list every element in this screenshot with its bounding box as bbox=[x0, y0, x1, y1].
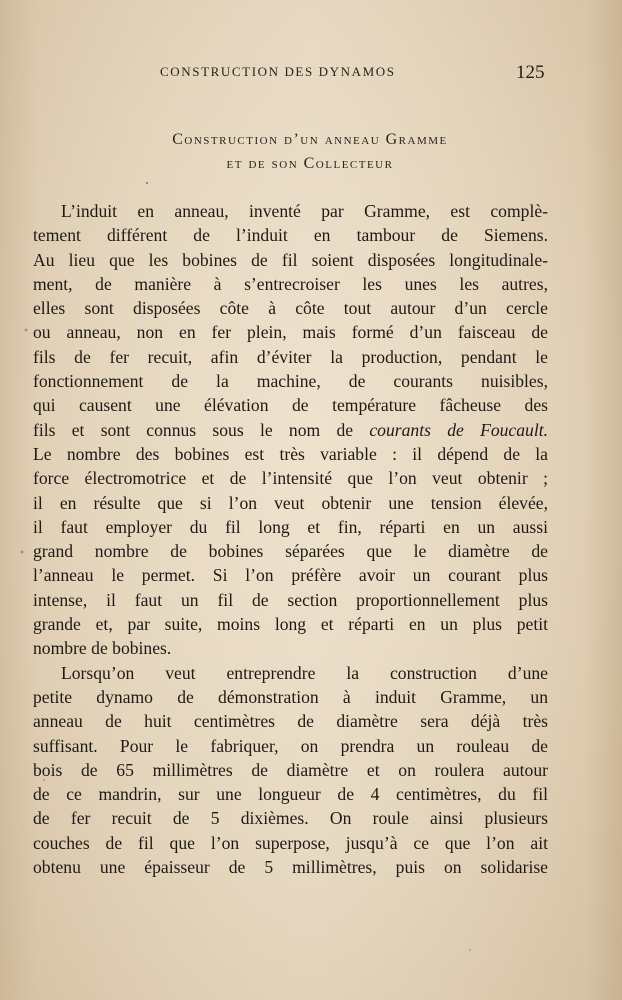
text-line: Lorsqu’on veut entreprendre la construction d’une bbox=[61, 662, 548, 683]
text-line: ment, de manière à s’entrecroiser les unes les autres, bbox=[33, 273, 548, 294]
text-line: Au lieu que les bobines de fil soient disposées longitudinale- bbox=[33, 249, 548, 270]
text-line: elles sont disposées côte à côte tout autour d’un cercle bbox=[33, 298, 548, 319]
text-line: anneau de huit centimètres de diamètre sera déjà très bbox=[33, 711, 548, 732]
text-line: grand nombre de bobines séparées que le diamètre de bbox=[33, 541, 548, 562]
text-line: L’induit en anneau, inventé par Gramme, est complè- bbox=[61, 201, 548, 221]
section-heading bbox=[60, 128, 560, 176]
body-text bbox=[33, 199, 548, 879]
text-line: de fer recuit de 5 dixièmes. On roule ainsi plusieurs bbox=[33, 808, 548, 829]
text-line: de ce mandrin, sur une longueur de 4 centimètres, du fil bbox=[33, 784, 548, 805]
text-line: il en résulte que si l’on veut obtenir une tension élevée, bbox=[33, 492, 548, 513]
text-line: petite dynamo de démonstration à induit Gramme, un bbox=[33, 686, 548, 707]
text-line: bois de 65 millimètres de diamètre et on roulera autour bbox=[33, 759, 548, 780]
section-heading-line-1: Construction d’un anneau Gramme bbox=[172, 131, 448, 148]
text-line: grande et, par suite, moins long et réparti en un plus petit bbox=[33, 614, 548, 635]
section-heading-line-2: et de son Collecteur bbox=[226, 155, 394, 172]
text-line: intense, il faut un fil de section proportionnellement plus bbox=[33, 589, 548, 610]
text-line: l’anneau le permet. Si l’on préfère avoir un courant plus bbox=[33, 565, 548, 586]
text-line-mixed bbox=[33, 418, 548, 442]
text-line: fils de fer recuit, afin d’éviter la production, pendant le bbox=[33, 346, 548, 367]
text-line-prefix: fils et sont connus sous le nom de bbox=[33, 419, 354, 440]
italic-term: courants de Foucault. bbox=[369, 419, 548, 440]
text-line: qui causent une élévation de température fâcheuse des bbox=[33, 395, 548, 416]
text-line: obtenu une épaisseur de 5 millimètres, puis on solidarise bbox=[33, 857, 548, 878]
text-line: force électromotrice et de l’intensité que l’on veut obtenir ; bbox=[33, 468, 548, 489]
text-line: nombre de bobines. bbox=[33, 638, 172, 659]
text-line: tement différent de l’induit en tambour de Siemens. bbox=[33, 225, 548, 246]
text-line: couches de fil que l’on superpose, jusqu’à ce que l’on ait bbox=[33, 832, 548, 853]
text-line: ou anneau, non en fer plein, mais formé d’un faisceau de bbox=[33, 322, 548, 343]
text-line: Le nombre des bobines est très variable : il dépend de la bbox=[33, 443, 548, 464]
text-line: fonctionnement de la machine, de courants nuisibles, bbox=[33, 371, 548, 392]
page-number: 125 bbox=[516, 62, 545, 83]
text-line: suffisant. Pour le fabriquer, on prendra un rouleau de bbox=[33, 735, 548, 756]
running-title: CONSTRUCTION DES DYNAMOS bbox=[160, 64, 396, 79]
text-line: il faut employer du fil long et fin, réparti en un aussi bbox=[33, 516, 548, 537]
